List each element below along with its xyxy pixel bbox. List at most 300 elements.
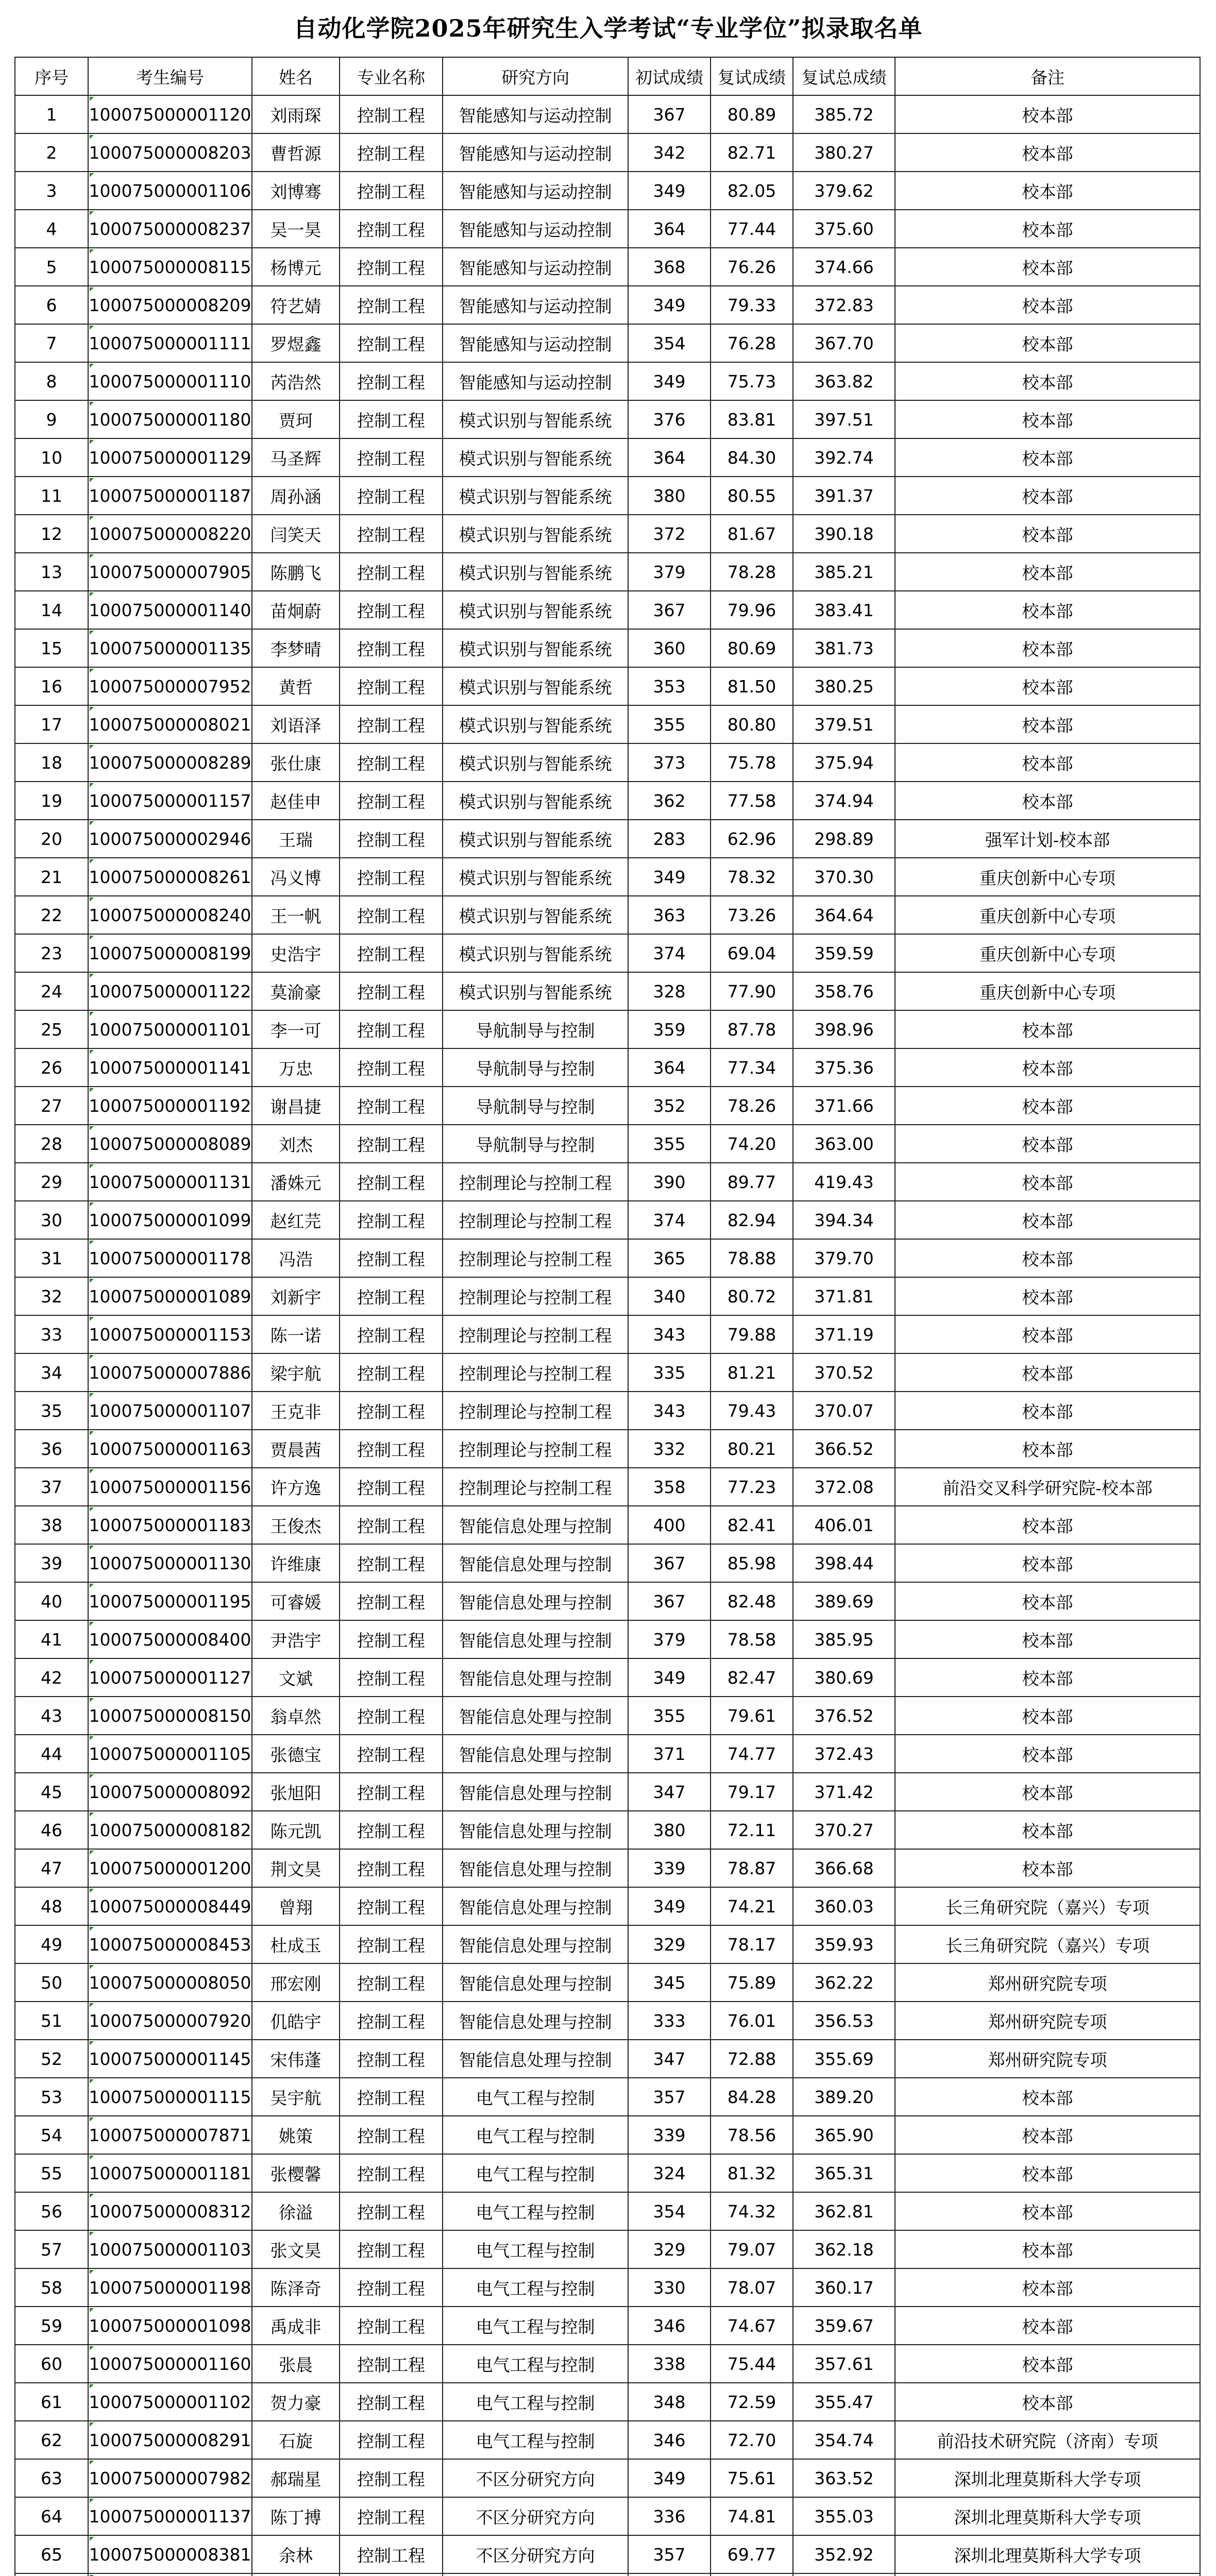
cell-name: 赵红芫 bbox=[252, 1201, 340, 1239]
cell-remark: 重庆创新中心专项 bbox=[895, 858, 1200, 896]
cell-retest-score: 75.44 bbox=[711, 2345, 793, 2383]
cell-name: 刘杰 bbox=[252, 1125, 340, 1163]
cell-research-direction: 不区分研究方向 bbox=[443, 2459, 628, 2497]
cell-major: 控制工程 bbox=[340, 1658, 443, 1697]
cell-major: 控制工程 bbox=[340, 95, 443, 133]
cell-total-score: 355.47 bbox=[793, 2383, 895, 2421]
cell-candidate-id bbox=[88, 2573, 252, 2576]
cell-major: 控制工程 bbox=[340, 1735, 443, 1773]
header-major: 专业名称 bbox=[340, 57, 443, 95]
cell-major: 控制工程 bbox=[340, 248, 443, 286]
cell-candidate-id: 100075000007886 bbox=[88, 1353, 252, 1392]
cell-index: 56 bbox=[15, 2192, 88, 2230]
table-row bbox=[15, 820, 1200, 858]
cell-initial-score: 359 bbox=[628, 1010, 711, 1048]
cell-major: 控制工程 bbox=[340, 1925, 443, 1963]
cell-research-direction: 控制理论与控制工程 bbox=[443, 1201, 628, 1239]
cell-retest-score: 79.33 bbox=[711, 286, 793, 324]
cell-index: 27 bbox=[15, 1087, 88, 1125]
cell-index: 50 bbox=[15, 1963, 88, 2002]
table-row bbox=[15, 2154, 1200, 2192]
table-row bbox=[15, 477, 1200, 515]
cell-retest-score: 76.26 bbox=[711, 248, 793, 286]
cell-index: 24 bbox=[15, 972, 88, 1010]
table-row bbox=[15, 1735, 1200, 1773]
cell-remark: 重庆创新中心专项 bbox=[895, 896, 1200, 934]
cell-major: 控制工程 bbox=[340, 1010, 443, 1048]
cell-remark: 校本部 bbox=[895, 515, 1200, 553]
cell-remark: 校本部 bbox=[895, 591, 1200, 629]
cell-research-direction: 不区分研究方向 bbox=[443, 2497, 628, 2535]
cell-initial-score: 376 bbox=[628, 400, 711, 438]
cell-total-score: 370.52 bbox=[793, 1353, 895, 1392]
cell-remark: 校本部 bbox=[895, 782, 1200, 820]
table-row bbox=[15, 1353, 1200, 1392]
cell-initial-score: 329 bbox=[628, 1925, 711, 1963]
cell-candidate-id: 100075000008089 bbox=[88, 1125, 252, 1163]
cell-index: 49 bbox=[15, 1925, 88, 1963]
cell-initial-score: 355 bbox=[628, 1125, 711, 1163]
cell-major: 控制工程 bbox=[340, 2535, 443, 2573]
cell-retest-score: 72.88 bbox=[711, 2040, 793, 2078]
cell-major: 控制工程 bbox=[340, 1773, 443, 1811]
cell-major: 控制工程 bbox=[340, 286, 443, 324]
cell-total-score: 372.08 bbox=[793, 1468, 895, 1506]
cell-total-score: 359.93 bbox=[793, 1925, 895, 1963]
cell-retest-score: 82.48 bbox=[711, 1582, 793, 1620]
cell-initial-score: 390 bbox=[628, 1163, 711, 1201]
table-row bbox=[15, 1925, 1200, 1963]
cell-retest-score: 79.61 bbox=[711, 1697, 793, 1735]
cell-retest-score: 74.77 bbox=[711, 1735, 793, 1773]
cell-remark: 校本部 bbox=[895, 2192, 1200, 2230]
cell-initial-score: 379 bbox=[628, 1620, 711, 1658]
table-row bbox=[15, 248, 1200, 286]
table-row bbox=[15, 1697, 1200, 1735]
cell-major: 控制工程 bbox=[340, 1048, 443, 1087]
cell-total-score: 381.73 bbox=[793, 629, 895, 667]
cell-index: 46 bbox=[15, 1811, 88, 1849]
cell-name: 冯义博 bbox=[252, 858, 340, 896]
cell-major: 控制工程 bbox=[340, 1163, 443, 1201]
cell-retest-score: 78.17 bbox=[711, 1925, 793, 1963]
table-row bbox=[15, 1430, 1200, 1468]
cell-candidate-id: 100075000001098 bbox=[88, 2307, 252, 2345]
cell-research-direction: 模式识别与智能系统 bbox=[443, 705, 628, 743]
cell-research-direction: 智能感知与运动控制 bbox=[443, 95, 628, 133]
cell-index: 44 bbox=[15, 1735, 88, 1773]
cell-major: 控制工程 bbox=[340, 2345, 443, 2383]
cell-name: 贺力豪 bbox=[252, 2383, 340, 2421]
cell-total-score: 371.19 bbox=[793, 1315, 895, 1353]
table-row bbox=[15, 1277, 1200, 1315]
cell-index: 8 bbox=[15, 362, 88, 400]
cell-retest-score: 89.77 bbox=[711, 1163, 793, 1201]
cell-initial-score: 373 bbox=[628, 743, 711, 782]
cell-research-direction: 模式识别与智能系统 bbox=[443, 896, 628, 934]
cell-research-direction: 智能感知与运动控制 bbox=[443, 248, 628, 286]
cell-major: 控制工程 bbox=[340, 1506, 443, 1544]
cell-remark: 校本部 bbox=[895, 1544, 1200, 1582]
header-candidate-id: 考生编号 bbox=[88, 57, 252, 95]
cell-initial-score: 380 bbox=[628, 1811, 711, 1849]
cell-name: 石旋 bbox=[252, 2421, 340, 2459]
cell-remark: 深圳北理莫斯科大学专项 bbox=[895, 2459, 1200, 2497]
cell-index: 10 bbox=[15, 438, 88, 477]
cell-initial-score: 367 bbox=[628, 95, 711, 133]
cell-major: 控制工程 bbox=[340, 2383, 443, 2421]
cell-initial-score: 347 bbox=[628, 1773, 711, 1811]
cell-name: 翁卓然 bbox=[252, 1697, 340, 1735]
cell-name: 陈鹏飞 bbox=[252, 553, 340, 591]
cell-name: 王一帆 bbox=[252, 896, 340, 934]
cell-remark: 校本部 bbox=[895, 1658, 1200, 1697]
cell-candidate-id: 100075000008453 bbox=[88, 1925, 252, 1963]
cell-initial-score: 328 bbox=[628, 972, 711, 1010]
cell-remark: 郑州研究院专项 bbox=[895, 2040, 1200, 2078]
cell-index: 33 bbox=[15, 1315, 88, 1353]
cell-candidate-id: 100075000008289 bbox=[88, 743, 252, 782]
cell-candidate-id: 100075000001192 bbox=[88, 1087, 252, 1125]
cell-initial-score: 379 bbox=[628, 553, 711, 591]
cell-major: 控制工程 bbox=[340, 743, 443, 782]
table-row bbox=[15, 2230, 1200, 2268]
cell-retest-score: 73.26 bbox=[711, 896, 793, 934]
cell-index: 5 bbox=[15, 248, 88, 286]
cell-index: 58 bbox=[15, 2268, 88, 2307]
cell-research-direction: 模式识别与智能系统 bbox=[443, 667, 628, 705]
cell-candidate-id: 100075000001157 bbox=[88, 782, 252, 820]
cell-research-direction: 电气工程与控制 bbox=[443, 2154, 628, 2192]
cell-initial-score: 367 bbox=[628, 591, 711, 629]
cell-total-score: 374.94 bbox=[793, 782, 895, 820]
cell-index: 61 bbox=[15, 2383, 88, 2421]
cell-retest-score bbox=[711, 2573, 793, 2576]
cell-candidate-id: 100075000001135 bbox=[88, 629, 252, 667]
cell-remark: 校本部 bbox=[895, 1697, 1200, 1735]
cell-total-score: 374.66 bbox=[793, 248, 895, 286]
cell-research-direction: 智能信息处理与控制 bbox=[443, 1582, 628, 1620]
cell-candidate-id: 100075000001195 bbox=[88, 1582, 252, 1620]
cell-retest-score: 77.23 bbox=[711, 1468, 793, 1506]
cell-major: 控制工程 bbox=[340, 172, 443, 210]
cell-index: 57 bbox=[15, 2230, 88, 2268]
cell-index: 47 bbox=[15, 1849, 88, 1887]
cell-major: 控制工程 bbox=[340, 2307, 443, 2345]
cell-name: 李一可 bbox=[252, 1010, 340, 1048]
cell-retest-score: 79.96 bbox=[711, 591, 793, 629]
cell-initial-score: 332 bbox=[628, 1430, 711, 1468]
cell-total-score: 379.70 bbox=[793, 1239, 895, 1277]
cell-index: 55 bbox=[15, 2154, 88, 2192]
cell-retest-score: 78.07 bbox=[711, 2268, 793, 2307]
cell-initial-score: 380 bbox=[628, 477, 711, 515]
cell-candidate-id: 100075000001107 bbox=[88, 1392, 252, 1430]
cell-candidate-id: 100075000001156 bbox=[88, 1468, 252, 1506]
cell-retest-score: 83.81 bbox=[711, 400, 793, 438]
table-row bbox=[15, 2573, 1200, 2576]
table-row bbox=[15, 1163, 1200, 1201]
cell-name: 梁宇航 bbox=[252, 1353, 340, 1392]
cell-candidate-id: 100075000001131 bbox=[88, 1163, 252, 1201]
cell-retest-score: 77.58 bbox=[711, 782, 793, 820]
cell-candidate-id: 100075000001103 bbox=[88, 2230, 252, 2268]
cell-initial-score: 364 bbox=[628, 210, 711, 248]
cell-name: 宋伟蓬 bbox=[252, 2040, 340, 2078]
cell-major: 控制工程 bbox=[340, 858, 443, 896]
table-row bbox=[15, 972, 1200, 1010]
cell-name: 赵佳申 bbox=[252, 782, 340, 820]
cell-index: 37 bbox=[15, 1468, 88, 1506]
cell-retest-score: 80.80 bbox=[711, 705, 793, 743]
cell-index: 51 bbox=[15, 2002, 88, 2040]
cell-name: 吴一昊 bbox=[252, 210, 340, 248]
cell-initial-score: 349 bbox=[628, 1658, 711, 1697]
cell-name: 仉皓宇 bbox=[252, 2002, 340, 2040]
cell-name: 刘语泽 bbox=[252, 705, 340, 743]
cell-total-score: 394.34 bbox=[793, 1201, 895, 1239]
cell-research-direction: 模式识别与智能系统 bbox=[443, 858, 628, 896]
cell-research-direction: 智能感知与运动控制 bbox=[443, 172, 628, 210]
cell-retest-score: 82.47 bbox=[711, 1658, 793, 1697]
cell-remark: 校本部 bbox=[895, 400, 1200, 438]
table-row bbox=[15, 743, 1200, 782]
cell-retest-score: 78.87 bbox=[711, 1849, 793, 1887]
cell-remark: 校本部 bbox=[895, 1010, 1200, 1048]
cell-candidate-id: 100075000008021 bbox=[88, 705, 252, 743]
table-row bbox=[15, 2040, 1200, 2078]
cell-initial-score: 335 bbox=[628, 1353, 711, 1392]
cell-index: 11 bbox=[15, 477, 88, 515]
cell-research-direction: 智能信息处理与控制 bbox=[443, 1735, 628, 1773]
cell-retest-score: 81.50 bbox=[711, 667, 793, 705]
cell-remark: 校本部 bbox=[895, 1125, 1200, 1163]
cell-remark: 校本部 bbox=[895, 743, 1200, 782]
cell-major: 控制工程 bbox=[340, 362, 443, 400]
cell-remark: 校本部 bbox=[895, 1506, 1200, 1544]
cell-initial-score: 360 bbox=[628, 629, 711, 667]
cell-research-direction: 导航制导与控制 bbox=[443, 1048, 628, 1087]
cell-research-direction: 模式识别与智能系统 bbox=[443, 782, 628, 820]
cell-candidate-id: 100075000008449 bbox=[88, 1887, 252, 1925]
table-row bbox=[15, 2459, 1200, 2497]
cell-index: 35 bbox=[15, 1392, 88, 1430]
cell-total-score: 385.72 bbox=[793, 95, 895, 133]
cell-initial-score: 358 bbox=[628, 1468, 711, 1506]
cell-major: 控制工程 bbox=[340, 1277, 443, 1315]
cell-retest-score: 80.69 bbox=[711, 629, 793, 667]
cell-retest-score: 77.90 bbox=[711, 972, 793, 1010]
cell-major bbox=[340, 2573, 443, 2576]
cell-candidate-id: 100075000001180 bbox=[88, 400, 252, 438]
cell-research-direction: 电气工程与控制 bbox=[443, 2421, 628, 2459]
cell-remark: 校本部 bbox=[895, 362, 1200, 400]
cell-major: 控制工程 bbox=[340, 1887, 443, 1925]
cell-retest-score: 77.44 bbox=[711, 210, 793, 248]
cell-research-direction: 控制理论与控制工程 bbox=[443, 1468, 628, 1506]
cell-major: 控制工程 bbox=[340, 477, 443, 515]
cell-retest-score: 74.67 bbox=[711, 2307, 793, 2345]
cell-research-direction: 智能感知与运动控制 bbox=[443, 362, 628, 400]
cell-initial-score: 367 bbox=[628, 1582, 711, 1620]
cell-major: 控制工程 bbox=[340, 2459, 443, 2497]
cell-candidate-id: 100075000001115 bbox=[88, 2078, 252, 2116]
cell-initial-score: 345 bbox=[628, 1963, 711, 2002]
cell-candidate-id: 100075000008182 bbox=[88, 1811, 252, 1849]
cell-name: 潘姝元 bbox=[252, 1163, 340, 1201]
cell-initial-score: 339 bbox=[628, 1849, 711, 1887]
cell-research-direction: 智能信息处理与控制 bbox=[443, 1811, 628, 1849]
cell-research-direction: 模式识别与智能系统 bbox=[443, 972, 628, 1010]
cell-name: 杜成玉 bbox=[252, 1925, 340, 1963]
cell-total-score: 371.81 bbox=[793, 1277, 895, 1315]
cell-retest-score: 82.94 bbox=[711, 1201, 793, 1239]
cell-major: 控制工程 bbox=[340, 629, 443, 667]
cell-name: 周孙涵 bbox=[252, 477, 340, 515]
cell-retest-score: 84.28 bbox=[711, 2078, 793, 2116]
cell-remark: 校本部 bbox=[895, 1087, 1200, 1125]
table-row bbox=[15, 1582, 1200, 1620]
cell-initial-score: 330 bbox=[628, 2268, 711, 2307]
cell-research-direction: 模式识别与智能系统 bbox=[443, 553, 628, 591]
table-row bbox=[15, 1010, 1200, 1048]
cell-candidate-id: 100075000007920 bbox=[88, 2002, 252, 2040]
cell-name: 符艺婧 bbox=[252, 286, 340, 324]
cell-retest-score: 75.73 bbox=[711, 362, 793, 400]
cell-total-score: 392.74 bbox=[793, 438, 895, 477]
cell-remark: 校本部 bbox=[895, 2307, 1200, 2345]
cell-index: 38 bbox=[15, 1506, 88, 1544]
cell-major: 控制工程 bbox=[340, 1963, 443, 2002]
cell-initial-score: 368 bbox=[628, 248, 711, 286]
cell-total-score: 380.25 bbox=[793, 667, 895, 705]
cell-total-score: 397.51 bbox=[793, 400, 895, 438]
table-row bbox=[15, 2421, 1200, 2459]
cell-index: 4 bbox=[15, 210, 88, 248]
cell-remark: 校本部 bbox=[895, 1201, 1200, 1239]
cell-total-score: 391.37 bbox=[793, 477, 895, 515]
cell-total-score: 385.95 bbox=[793, 1620, 895, 1658]
header-research-direction: 研究方向 bbox=[443, 57, 628, 95]
cell-retest-score: 74.32 bbox=[711, 2192, 793, 2230]
cell-candidate-id: 100075000001160 bbox=[88, 2345, 252, 2383]
cell-initial-score: 354 bbox=[628, 324, 711, 362]
cell-retest-score: 76.28 bbox=[711, 324, 793, 362]
cell-remark: 校本部 bbox=[895, 667, 1200, 705]
cell-research-direction: 控制理论与控制工程 bbox=[443, 1392, 628, 1430]
cell-name: 张德宝 bbox=[252, 1735, 340, 1773]
cell-retest-score: 78.88 bbox=[711, 1239, 793, 1277]
table-row bbox=[15, 362, 1200, 400]
cell-retest-score: 80.89 bbox=[711, 95, 793, 133]
cell-major: 控制工程 bbox=[340, 210, 443, 248]
table-row bbox=[15, 133, 1200, 172]
cell-name: 黄哲 bbox=[252, 667, 340, 705]
cell-initial-score: 342 bbox=[628, 133, 711, 172]
cell-major: 控制工程 bbox=[340, 591, 443, 629]
table-row bbox=[15, 1887, 1200, 1925]
cell-retest-score: 78.56 bbox=[711, 2116, 793, 2154]
header-remark: 备注 bbox=[895, 57, 1200, 95]
cell-candidate-id: 100075000001127 bbox=[88, 1658, 252, 1697]
cell-research-direction: 模式识别与智能系统 bbox=[443, 820, 628, 858]
cell-remark: 校本部 bbox=[895, 1620, 1200, 1658]
cell-remark: 校本部 bbox=[895, 133, 1200, 172]
cell-major: 控制工程 bbox=[340, 1201, 443, 1239]
admission-table bbox=[14, 57, 1201, 2576]
cell-major: 控制工程 bbox=[340, 2040, 443, 2078]
cell-research-direction: 智能信息处理与控制 bbox=[443, 1544, 628, 1582]
cell-candidate-id: 100075000001183 bbox=[88, 1506, 252, 1544]
cell-major: 控制工程 bbox=[340, 820, 443, 858]
cell-research-direction: 控制理论与控制工程 bbox=[443, 1315, 628, 1353]
cell-total-score: 390.18 bbox=[793, 515, 895, 553]
table-row bbox=[15, 1239, 1200, 1277]
cell-name: 莫渝豪 bbox=[252, 972, 340, 1010]
cell-total-score: 367.70 bbox=[793, 324, 895, 362]
cell-total-score: 371.66 bbox=[793, 1087, 895, 1125]
cell-research-direction: 智能感知与运动控制 bbox=[443, 210, 628, 248]
cell-remark: 校本部 bbox=[895, 1430, 1200, 1468]
cell-remark: 校本部 bbox=[895, 1163, 1200, 1201]
table-row bbox=[15, 1315, 1200, 1353]
cell-retest-score: 81.21 bbox=[711, 1353, 793, 1392]
cell-name: 李梦晴 bbox=[252, 629, 340, 667]
cell-candidate-id: 100075000008312 bbox=[88, 2192, 252, 2230]
cell-remark: 前沿技术研究院（济南）专项 bbox=[895, 2421, 1200, 2459]
cell-retest-score: 72.70 bbox=[711, 2421, 793, 2459]
cell-remark: 郑州研究院专项 bbox=[895, 1963, 1200, 2002]
cell-candidate-id: 100075000008199 bbox=[88, 934, 252, 972]
cell-retest-score: 72.59 bbox=[711, 2383, 793, 2421]
cell-retest-score: 72.11 bbox=[711, 1811, 793, 1849]
cell-name: 许维康 bbox=[252, 1544, 340, 1582]
cell-total-score: 385.21 bbox=[793, 553, 895, 591]
cell-major: 控制工程 bbox=[340, 2078, 443, 2116]
cell-candidate-id: 100075000007982 bbox=[88, 2459, 252, 2497]
cell-total-score: 375.94 bbox=[793, 743, 895, 782]
cell-major: 控制工程 bbox=[340, 1468, 443, 1506]
cell-total-score: 362.81 bbox=[793, 2192, 895, 2230]
cell-name: 许方逸 bbox=[252, 1468, 340, 1506]
cell-research-direction: 电气工程与控制 bbox=[443, 2307, 628, 2345]
cell-remark: 校本部 bbox=[895, 1239, 1200, 1277]
cell-name: 陈元凯 bbox=[252, 1811, 340, 1849]
cell-research-direction bbox=[443, 2573, 628, 2576]
cell-major: 控制工程 bbox=[340, 1315, 443, 1353]
cell-candidate-id: 100075000008092 bbox=[88, 1773, 252, 1811]
cell-remark: 校本部 bbox=[895, 324, 1200, 362]
cell-total-score: 359.67 bbox=[793, 2307, 895, 2345]
cell-initial-score: 339 bbox=[628, 2116, 711, 2154]
cell-candidate-id: 100075000007905 bbox=[88, 553, 252, 591]
cell-retest-score: 79.07 bbox=[711, 2230, 793, 2268]
cell-initial-score: 283 bbox=[628, 820, 711, 858]
cell-research-direction: 导航制导与控制 bbox=[443, 1125, 628, 1163]
cell-name: 陈丁搏 bbox=[252, 2497, 340, 2535]
cell-candidate-id: 100075000008261 bbox=[88, 858, 252, 896]
cell-index: 48 bbox=[15, 1887, 88, 1925]
cell-remark: 校本部 bbox=[895, 1773, 1200, 1811]
cell-name: 可睿媛 bbox=[252, 1582, 340, 1620]
cell-major: 控制工程 bbox=[340, 1849, 443, 1887]
cell-remark: 校本部 bbox=[895, 629, 1200, 667]
cell-total-score: 370.30 bbox=[793, 858, 895, 896]
cell-initial-score: 348 bbox=[628, 2383, 711, 2421]
table-row bbox=[15, 2192, 1200, 2230]
table-row bbox=[15, 2268, 1200, 2307]
cell-total-score: 398.44 bbox=[793, 1544, 895, 1582]
